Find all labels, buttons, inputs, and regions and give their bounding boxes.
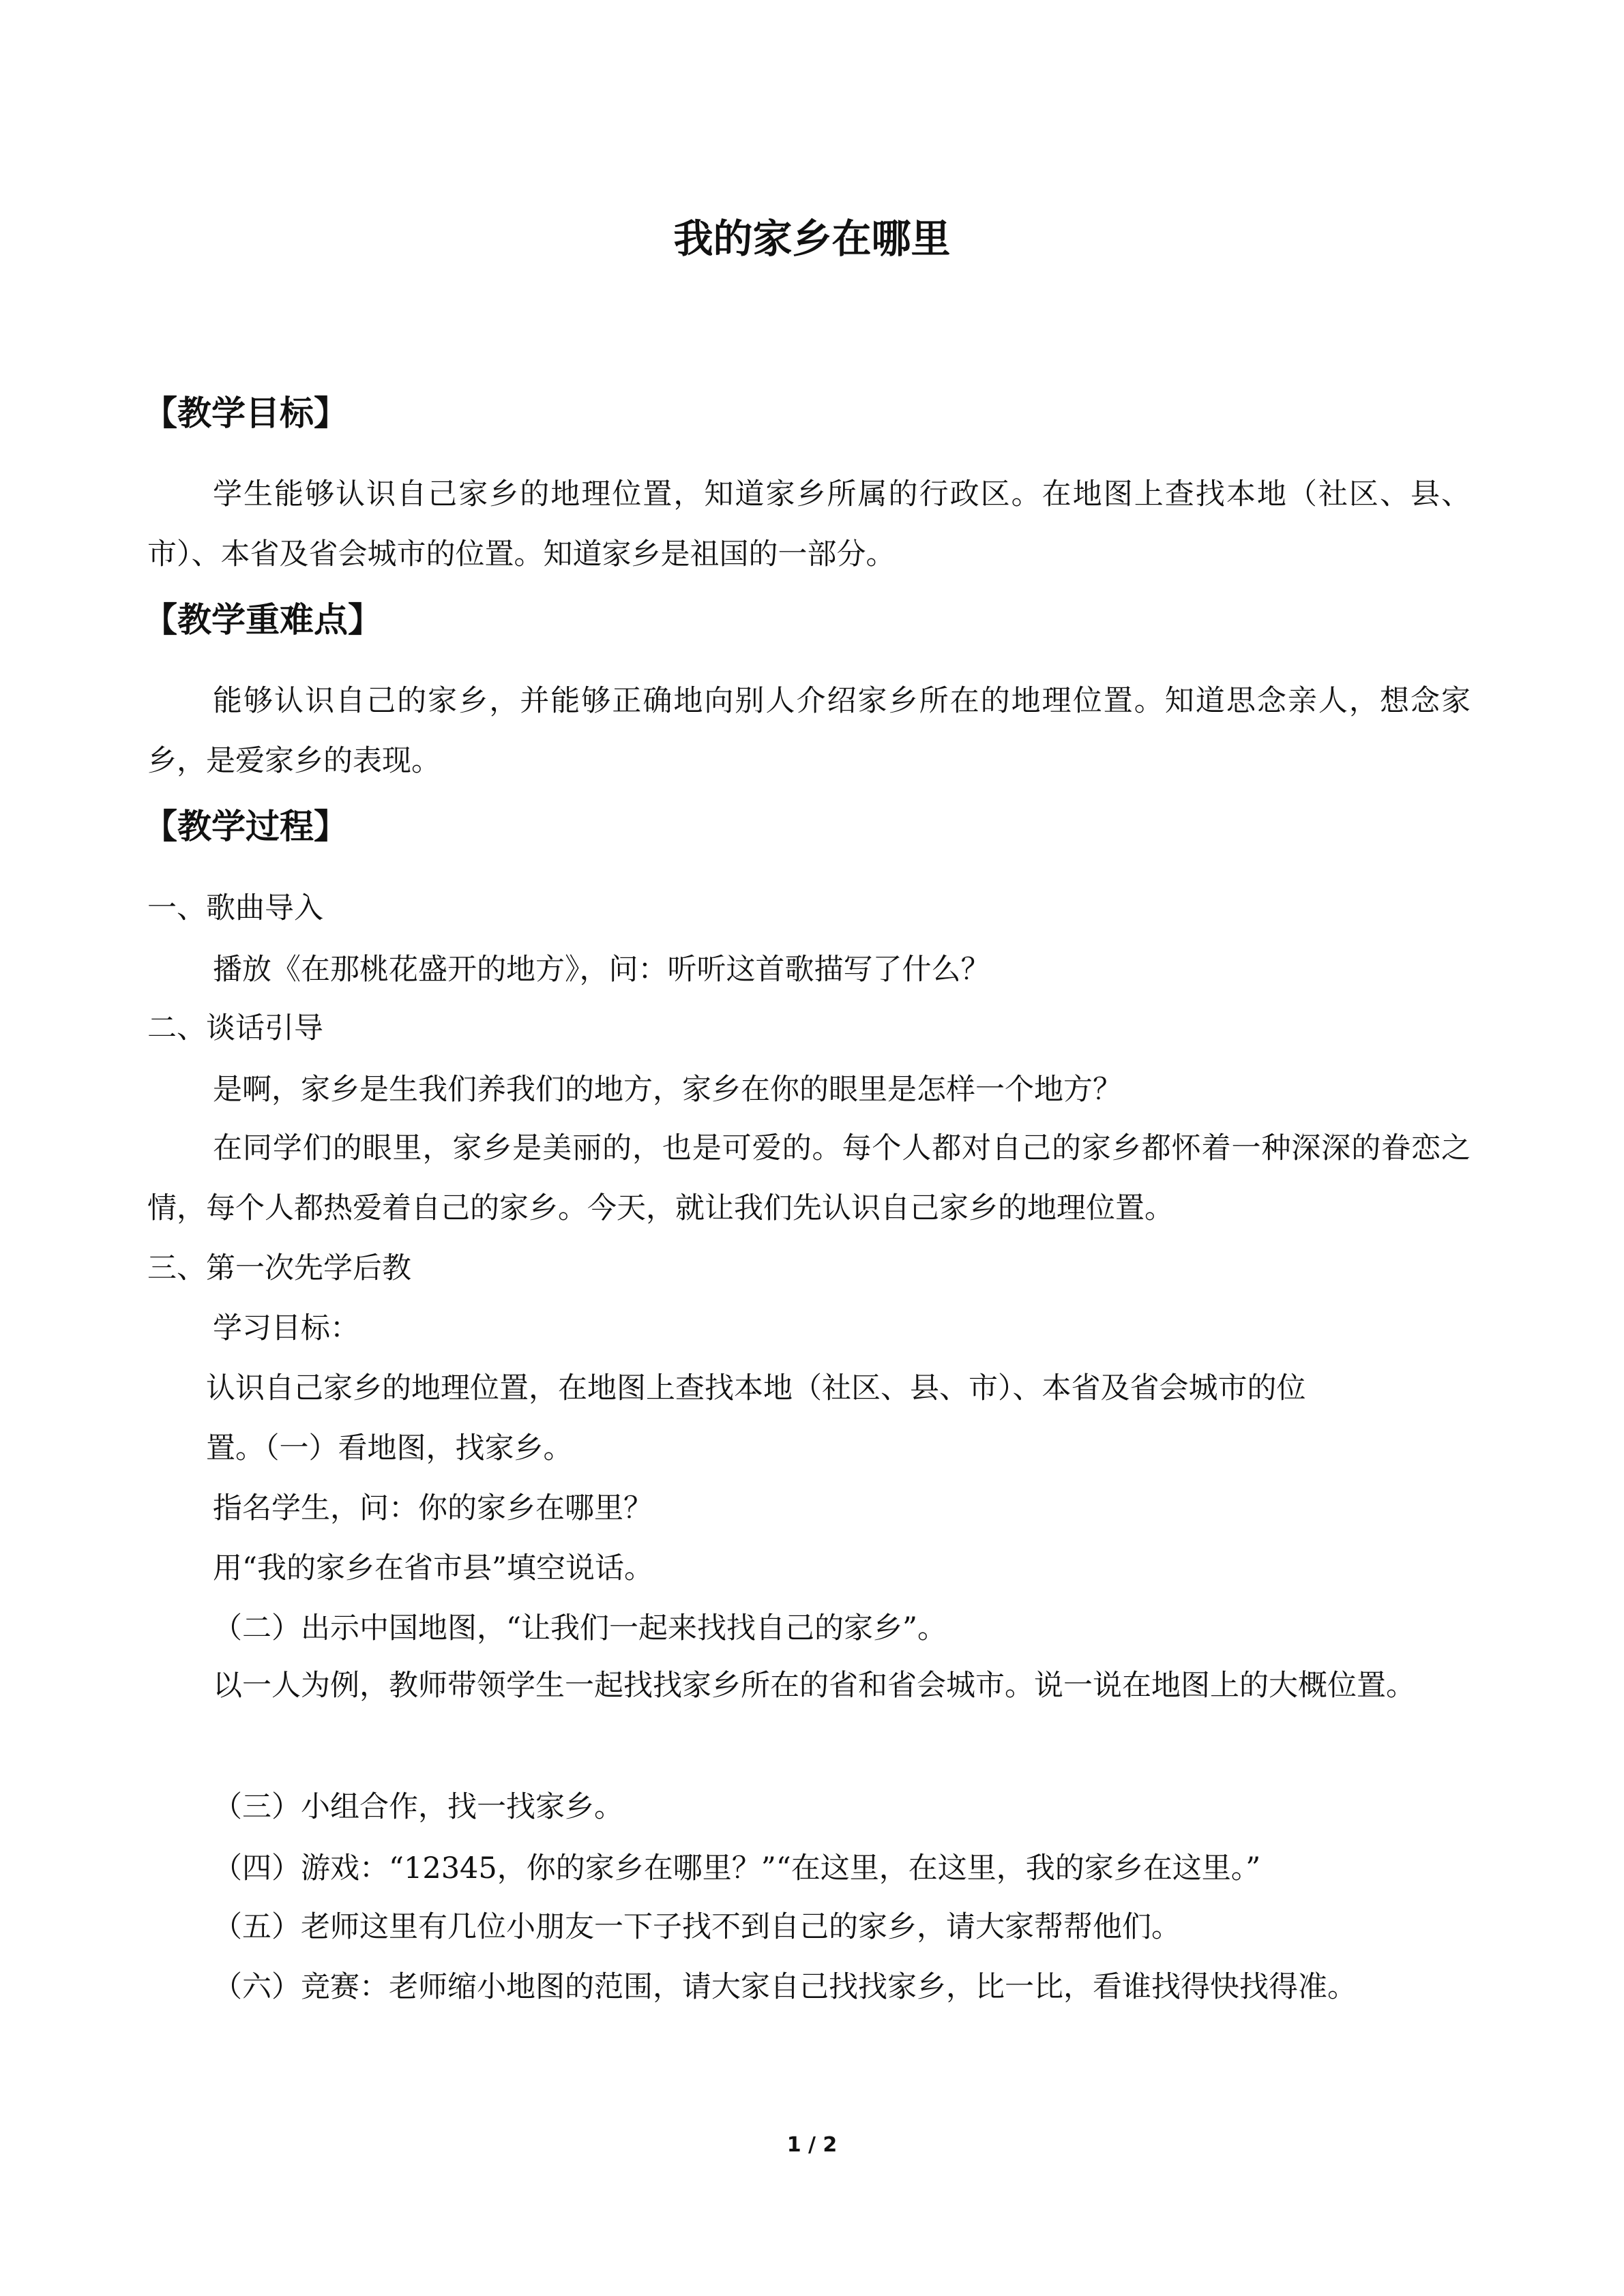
page-number: 1 / 2	[786, 2133, 838, 2157]
step3-map: （二）出示中国地图，“让我们一起来找找自己的家乡”。	[213, 1611, 947, 1645]
heading-objectives: 【教学目标】	[143, 393, 348, 433]
step3-help: （五）老师这里有几位小朋友一下子找不到自己的家乡，请大家帮帮他们。	[213, 1910, 1181, 1944]
step2-text1: 是啊，家乡是生我们养我们的地方，家乡在你的眼里是怎样一个地方？	[213, 1073, 1122, 1107]
step3-contest: （六）竞赛：老师缩小地图的范围，请大家自己找找家乡，比一比，看谁找得快找得准。	[213, 1970, 1357, 2004]
objectives-text: 学生能够认识自己家乡的地理位置，知道家乡所属的行政区。在地图上查找本地（社区、县、市）、本省及省会城市的位置。知道家乡是祖国的一部分。	[147, 477, 1471, 571]
step1-text: 播放《在那桃花盛开的地方》，问：听听这首歌描写了什么？	[213, 953, 990, 987]
step1-title: 一、歌曲导入	[147, 891, 323, 925]
step3-game: （四）游戏：“12345，你的家乡在哪里？”“在这里，在这里，我的家乡在这里。”	[213, 1851, 1261, 1885]
step3-example: 以一人为例，教师带领学生一起找找家乡所在的省和省会城市。说一说在地图上的大概位置。	[213, 1669, 1415, 1703]
step3-group: （三）小组合作，找一找家乡。	[213, 1790, 623, 1824]
step2-title: 二、谈话引导	[147, 1011, 323, 1045]
page-title: 我的家乡在哪里	[673, 215, 951, 262]
step3-goal-label: 学习目标：	[213, 1311, 359, 1345]
heading-key-points: 【教学重难点】	[143, 600, 382, 640]
step3-fill: 用“我的家乡在省市县”填空说话。	[213, 1551, 653, 1585]
key-points-text: 能够认识自己的家乡，并能够正确地向别人介绍家乡所在的地理位置。知道思念亲人，想念家乡，是爱家乡的表现。	[147, 684, 1471, 778]
heading-process: 【教学过程】	[143, 807, 348, 846]
step3-goal-line1: 认识自己家乡的地理位置，在地图上查找本地（社区、县、市）、本省及省会城市的位	[206, 1371, 1306, 1405]
step3-goal-line2: 置。（一）看地图，找家乡。	[206, 1431, 573, 1465]
step3-ask: 指名学生，问：你的家乡在哪里？	[213, 1491, 653, 1525]
step2-text2: 在同学们的眼里，家乡是美丽的，也是可爱的。每个人都对自己的家乡都怀着一种深深的眷恋之情，每个人都热爱着自己的家乡。今天，就让我们先认识自己家乡的地理位置。	[147, 1131, 1471, 1225]
step3-title: 三、第一次先学后教	[147, 1251, 411, 1285]
